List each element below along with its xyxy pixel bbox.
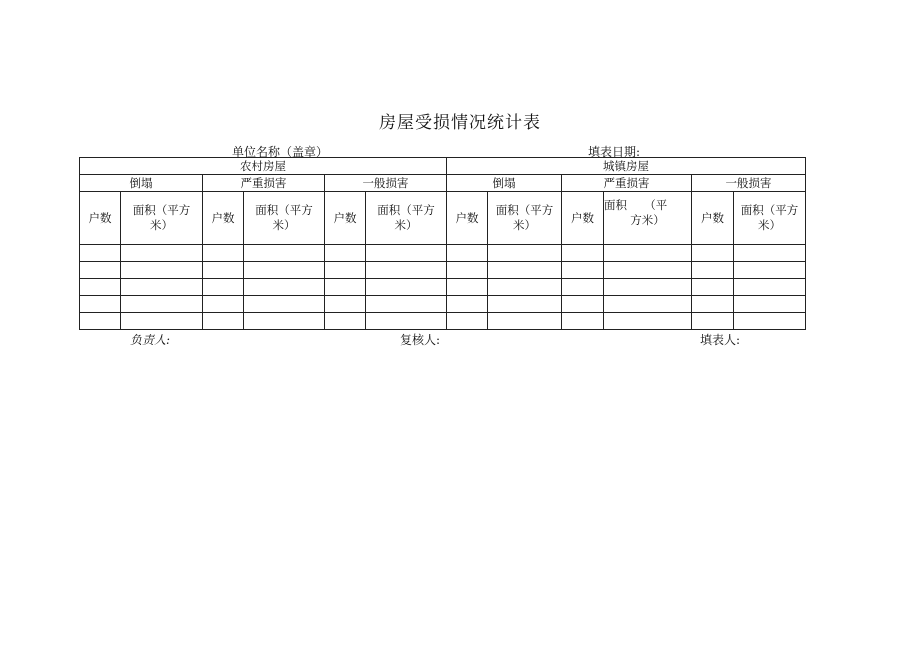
table-cell[interactable] (488, 296, 562, 313)
table-row (80, 245, 806, 262)
table-row (80, 313, 806, 330)
table-cell[interactable] (562, 245, 604, 262)
table-cell[interactable] (203, 262, 244, 279)
table-cell[interactable] (366, 262, 447, 279)
table-cell[interactable] (121, 279, 203, 296)
table-cell[interactable] (244, 279, 325, 296)
fill-date-label: 填表日期: (588, 145, 641, 159)
table-cell[interactable] (447, 262, 488, 279)
reviewer-label: 复核人: (400, 333, 441, 347)
header-households: 户数 (447, 192, 488, 245)
table-cell[interactable] (366, 279, 447, 296)
table-cell[interactable] (447, 313, 488, 330)
form-filler-label: 填表人: (700, 333, 741, 347)
header-area: 面积（平方 米） (734, 192, 806, 245)
table-cell[interactable] (604, 279, 692, 296)
table-cell[interactable] (562, 262, 604, 279)
table-cell[interactable] (488, 313, 562, 330)
table-cell[interactable] (734, 279, 806, 296)
table-row (80, 262, 806, 279)
table-cell[interactable] (366, 296, 447, 313)
table-cell[interactable] (121, 262, 203, 279)
header-households: 户数 (325, 192, 366, 245)
table-cell[interactable] (488, 262, 562, 279)
header-households: 户数 (203, 192, 244, 245)
table-cell[interactable] (366, 313, 447, 330)
table-cell[interactable] (692, 245, 734, 262)
table-cell[interactable] (203, 296, 244, 313)
table-cell[interactable] (692, 313, 734, 330)
table-cell[interactable] (488, 245, 562, 262)
table-cell[interactable] (244, 245, 325, 262)
table-cell[interactable] (562, 296, 604, 313)
table-cell[interactable] (325, 313, 366, 330)
table-cell[interactable] (447, 279, 488, 296)
header-households: 户数 (562, 192, 604, 245)
table-cell[interactable] (366, 245, 447, 262)
responsible-person-label: 负责人: (130, 333, 171, 347)
table-cell[interactable] (80, 313, 121, 330)
page-title: 房屋受损情况统计表 (379, 113, 541, 133)
table-cell[interactable] (734, 313, 806, 330)
table-cell[interactable] (203, 279, 244, 296)
table-cell[interactable] (692, 279, 734, 296)
table-cell[interactable] (244, 313, 325, 330)
header-households: 户数 (692, 192, 734, 245)
group-urban-housing: 城镇房屋 (447, 158, 806, 175)
table-cell[interactable] (203, 245, 244, 262)
group-rural-housing: 农村房屋 (80, 158, 447, 175)
table-cell[interactable] (604, 245, 692, 262)
table-cell[interactable] (734, 262, 806, 279)
table-row (80, 279, 806, 296)
subgroup-rural-general: 一般损害 (325, 175, 447, 192)
table-cell[interactable] (80, 245, 121, 262)
header-area: 面积（平方 米） (121, 192, 203, 245)
table-cell[interactable] (244, 296, 325, 313)
table-cell[interactable] (244, 262, 325, 279)
table-cell[interactable] (121, 313, 203, 330)
subgroup-urban-collapsed: 倒塌 (447, 175, 562, 192)
table-cell[interactable] (325, 279, 366, 296)
table-cell[interactable] (604, 313, 692, 330)
table-cell[interactable] (604, 296, 692, 313)
subgroup-urban-severe: 严重损害 (562, 175, 692, 192)
table-cell[interactable] (692, 296, 734, 313)
table-cell[interactable] (488, 279, 562, 296)
unit-name-label: 单位名称（盖章） (232, 145, 329, 159)
subgroup-urban-general: 一般损害 (692, 175, 806, 192)
table-cell[interactable] (734, 296, 806, 313)
damage-statistics-table (79, 157, 806, 330)
subgroup-rural-severe: 严重损害 (203, 175, 325, 192)
table-cell[interactable] (203, 313, 244, 330)
table-cell[interactable] (604, 262, 692, 279)
table-cell[interactable] (325, 296, 366, 313)
data-rows (80, 245, 806, 330)
table-cell[interactable] (121, 296, 203, 313)
header-area: 面积（平方 米） (366, 192, 447, 245)
table-cell[interactable] (325, 262, 366, 279)
table-cell[interactable] (80, 296, 121, 313)
table-cell[interactable] (562, 279, 604, 296)
table-cell[interactable] (692, 262, 734, 279)
table-cell[interactable] (121, 245, 203, 262)
header-area: 面积 （平 方米） (604, 192, 692, 245)
table-cell[interactable] (447, 296, 488, 313)
table-row (80, 296, 806, 313)
header-households: 户数 (80, 192, 121, 245)
subgroup-rural-collapsed: 倒塌 (80, 175, 203, 192)
table-cell[interactable] (447, 245, 488, 262)
table-cell[interactable] (562, 313, 604, 330)
header-area: 面积（平方 米） (244, 192, 325, 245)
table-cell[interactable] (325, 245, 366, 262)
header-area: 面积（平方 米） (488, 192, 562, 245)
table-cell[interactable] (80, 279, 121, 296)
table-cell[interactable] (734, 245, 806, 262)
table-cell[interactable] (80, 262, 121, 279)
